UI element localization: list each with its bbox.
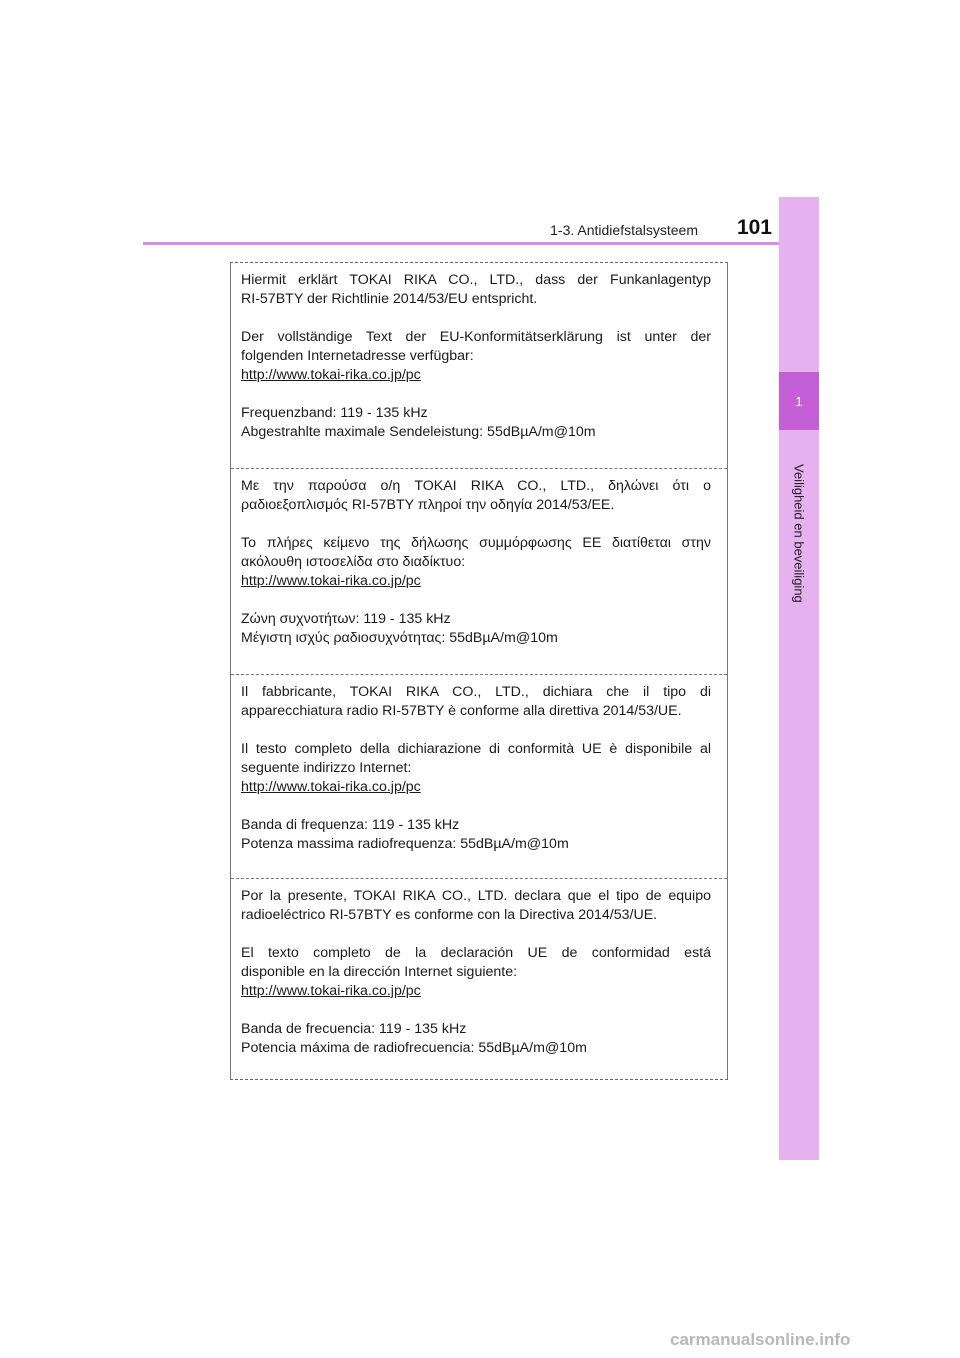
fulltext-line-1: Το πλήρες κείμενο της δήλωσης συμμόρφωσης ΕΕ διατίθεται στην	[241, 535, 711, 551]
fulltext-line-1: Il testo completo della dichiarazione di conformità UE è disponibile al	[241, 741, 711, 757]
statement-line-2: radioeléctrico RI-57BTY es conforme con la Directiva 2014/53/UE.	[241, 907, 658, 923]
statement-line-1: Με την παρούσα ο/η TOKAI RIKA CO., LTD., δηλώνει ότι ο	[241, 478, 711, 494]
max-power: Abgestrahlte maximale Sendeleistung: 55dBµA/m@10m	[241, 424, 596, 440]
statement-line-2: apparecchiatura radio RI-57BTY è conforme alla direttiva 2014/53/UE.	[241, 703, 682, 719]
fulltext-line-1: El texto completo de la declaración UE de conformidad está	[241, 945, 711, 961]
statement-line-1: Il fabbricante, TOKAI RIKA CO., LTD., dichiara che il tipo di	[241, 684, 711, 700]
max-power: Μέγιστη ισχύς ραδιοσυχνότητας: 55dBµA/m@10m	[241, 630, 558, 646]
chapter-title-text: Veiligheid en beveiliging	[791, 464, 807, 603]
conformity-declarations-box	[230, 262, 728, 1080]
declaration-german	[231, 263, 727, 469]
header-divider	[143, 242, 819, 245]
statement-line-1: Hiermit erklärt TOKAI RIKA CO., LTD., dass der Funkanlagentyp	[241, 272, 711, 288]
fulltext-line-1: Der vollständige Text der EU-Konformitätserklärung ist unter der	[241, 329, 711, 345]
chapter-side-tab	[779, 197, 819, 1160]
declaration-url-link[interactable]: http://www.tokai-rika.co.jp/pc	[241, 367, 421, 383]
statement-line-2: ραδιοεξοπλισμός RI-57BTY πληροί την οδηγία 2014/53/ΕΕ.	[241, 497, 615, 513]
max-power: Potencia máxima de radiofrecuencia: 55dBµA/m@10m	[241, 1040, 587, 1056]
section-title: 1-3. Antidiefstalsysteem	[550, 222, 698, 238]
statement-line-1: Por la presente, TOKAI RIKA CO., LTD. declara que el tipo de equipo	[241, 888, 711, 904]
declaration-url-link[interactable]: http://www.tokai-rika.co.jp/pc	[241, 983, 421, 999]
frequency-band: Frequenzband: 119 - 135 kHz	[241, 405, 428, 421]
site-watermark: carmanualsonline.info	[670, 1330, 851, 1349]
chapter-number: 1	[779, 372, 819, 430]
page-number: 101	[736, 216, 772, 239]
chapter-title	[779, 430, 819, 670]
declaration-url-link[interactable]: http://www.tokai-rika.co.jp/pc	[241, 573, 421, 589]
max-power: Potenza massima radiofrequenza: 55dBµA/m@10m	[241, 836, 569, 852]
statement-line-2: RI-57BTY der Richtlinie 2014/53/EU entspricht.	[241, 291, 538, 307]
fulltext-line-2: seguente indirizzo Internet:	[241, 760, 412, 776]
declaration-greek	[231, 469, 727, 675]
declaration-spanish	[231, 879, 727, 1079]
fulltext-line-2: ακόλουθη ιστοσελίδα στο διαδίκτυο:	[241, 554, 466, 570]
declaration-url-link[interactable]: http://www.tokai-rika.co.jp/pc	[241, 779, 421, 795]
fulltext-line-2: folgenden Internetadresse verfügbar:	[241, 348, 474, 364]
declaration-italian	[231, 675, 727, 879]
frequency-band: Ζώνη συχνοτήτων: 119 - 135 kHz	[241, 611, 451, 627]
frequency-band: Banda di frequenza: 119 - 135 kHz	[241, 817, 460, 833]
frequency-band: Banda de frecuencia: 119 - 135 kHz	[241, 1021, 467, 1037]
fulltext-line-2: disponible en la dirección Internet siguiente:	[241, 964, 518, 980]
